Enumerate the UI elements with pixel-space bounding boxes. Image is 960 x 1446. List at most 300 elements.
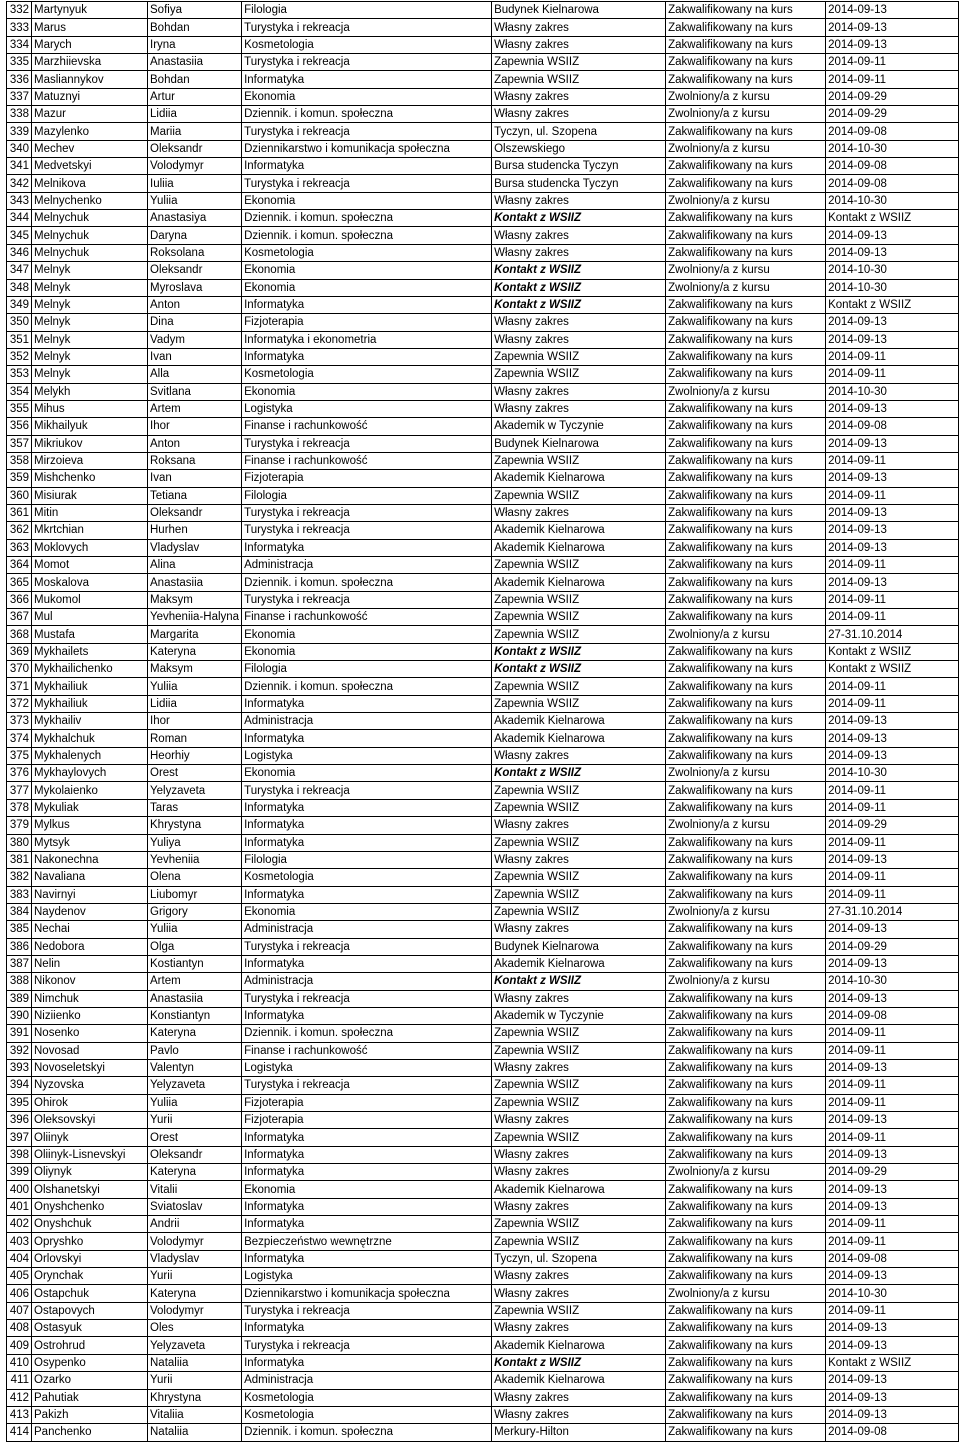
cell-field-of-study: Kosmetologia: [242, 244, 492, 261]
table-row: [7, 1250, 959, 1267]
cell-field-of-study: Logistyka: [242, 400, 492, 417]
cell-first-name: Ihor: [148, 418, 242, 435]
table-row: [7, 1233, 959, 1250]
cell-date: 2014-09-11: [826, 695, 959, 712]
cell-field-of-study: Informatyka: [242, 1320, 492, 1337]
table-row: [7, 88, 959, 105]
cell-row-number: 335: [7, 54, 32, 71]
cell-row-number: 379: [7, 817, 32, 834]
cell-accommodation: Akademik Kielnarowa: [492, 539, 666, 556]
cell-last-name: Olshanetskyi: [32, 1181, 148, 1198]
cell-row-number: 377: [7, 782, 32, 799]
cell-first-name: Anastasiia: [148, 54, 242, 71]
cell-last-name: Mykhailiuk: [32, 678, 148, 695]
cell-last-name: Melnyk: [32, 314, 148, 331]
cell-first-name: Volodymyr: [148, 1233, 242, 1250]
table-row: [7, 452, 959, 469]
cell-date: 2014-09-13: [826, 713, 959, 730]
cell-first-name: Anton: [148, 296, 242, 313]
cell-field-of-study: Finanse i rachunkowość: [242, 452, 492, 469]
cell-field-of-study: Filologia: [242, 487, 492, 504]
cell-first-name: Kateryna: [148, 643, 242, 660]
cell-row-number: 346: [7, 244, 32, 261]
cell-date: 2014-09-08: [826, 418, 959, 435]
cell-row-number: 353: [7, 366, 32, 383]
cell-status: Zakwalifikowany na kurs: [666, 1389, 826, 1406]
cell-date: Kontakt z WSIIZ: [826, 210, 959, 227]
cell-row-number: 384: [7, 903, 32, 920]
cell-row-number: 400: [7, 1181, 32, 1198]
cell-last-name: Mkrtchian: [32, 522, 148, 539]
cell-last-name: Osypenko: [32, 1354, 148, 1371]
cell-first-name: Yelyzaveta: [148, 782, 242, 799]
cell-date: 2014-09-11: [826, 1233, 959, 1250]
cell-row-number: 358: [7, 452, 32, 469]
table-row: [7, 765, 959, 782]
table-row: [7, 1389, 959, 1406]
table-row: [7, 747, 959, 764]
cell-field-of-study: Turystyka i rekreacja: [242, 522, 492, 539]
cell-date: Kontakt z WSIIZ: [826, 296, 959, 313]
cell-last-name: Mechev: [32, 140, 148, 157]
cell-status: Zakwalifikowany na kurs: [666, 1216, 826, 1233]
cell-field-of-study: Turystyka i rekreacja: [242, 1337, 492, 1354]
cell-last-name: Mitin: [32, 504, 148, 521]
cell-status: Zakwalifikowany na kurs: [666, 435, 826, 452]
cell-accommodation: Kontakt z WSIIZ: [492, 262, 666, 279]
cell-last-name: Nedobora: [32, 938, 148, 955]
cell-accommodation: Własny zakres: [492, 921, 666, 938]
cell-last-name: Nakonechna: [32, 851, 148, 868]
cell-field-of-study: Turystyka i rekreacja: [242, 782, 492, 799]
cell-accommodation: Budynek Kielnarowa: [492, 938, 666, 955]
cell-date: 2014-09-08: [826, 1424, 959, 1441]
cell-field-of-study: Filologia: [242, 2, 492, 19]
cell-status: Zakwalifikowany na kurs: [666, 123, 826, 140]
cell-first-name: Dina: [148, 314, 242, 331]
cell-status: Zakwalifikowany na kurs: [666, 1059, 826, 1076]
cell-date: 2014-09-13: [826, 1320, 959, 1337]
cell-first-name: Kateryna: [148, 1164, 242, 1181]
cell-accommodation: Akademik Kielnarowa: [492, 1337, 666, 1354]
cell-row-number: 338: [7, 106, 32, 123]
cell-last-name: Novoseletskyi: [32, 1059, 148, 1076]
cell-date: 2014-09-13: [826, 921, 959, 938]
cell-first-name: Vladyslav: [148, 539, 242, 556]
cell-status: Zakwalifikowany na kurs: [666, 1025, 826, 1042]
table-row: [7, 522, 959, 539]
table-row: [7, 834, 959, 851]
cell-date: 2014-10-30: [826, 383, 959, 400]
cell-accommodation: Własny zakres: [492, 400, 666, 417]
cell-field-of-study: Turystyka i rekreacja: [242, 435, 492, 452]
table-row: [7, 1320, 959, 1337]
cell-row-number: 334: [7, 36, 32, 53]
cell-field-of-study: Kosmetologia: [242, 1389, 492, 1406]
cell-status: Zakwalifikowany na kurs: [666, 1354, 826, 1371]
cell-first-name: Volodymyr: [148, 158, 242, 175]
cell-date: 2014-09-13: [826, 2, 959, 19]
cell-date: 2014-09-13: [826, 539, 959, 556]
cell-last-name: Pakizh: [32, 1406, 148, 1423]
cell-accommodation: Własny zakres: [492, 1320, 666, 1337]
cell-accommodation: Zapewnia WSIIZ: [492, 54, 666, 71]
cell-row-number: 398: [7, 1146, 32, 1163]
cell-row-number: 362: [7, 522, 32, 539]
cell-last-name: Mytsyk: [32, 834, 148, 851]
cell-accommodation: Własny zakres: [492, 192, 666, 209]
table-row: [7, 1268, 959, 1285]
cell-date: 2014-09-13: [826, 1198, 959, 1215]
cell-status: Zakwalifikowany na kurs: [666, 314, 826, 331]
cell-last-name: Masliannykov: [32, 71, 148, 88]
table-row: [7, 383, 959, 400]
cell-last-name: Ostapovych: [32, 1302, 148, 1319]
table-row: [7, 19, 959, 36]
cell-status: Zakwalifikowany na kurs: [666, 851, 826, 868]
cell-accommodation: Własny zakres: [492, 19, 666, 36]
cell-status: Zakwalifikowany na kurs: [666, 799, 826, 816]
cell-field-of-study: Fizjoterapia: [242, 314, 492, 331]
cell-first-name: Kateryna: [148, 1025, 242, 1042]
cell-first-name: Oles: [148, 1320, 242, 1337]
cell-accommodation: Akademik Kielnarowa: [492, 1372, 666, 1389]
table-row: [7, 695, 959, 712]
cell-last-name: Orynchak: [32, 1268, 148, 1285]
cell-first-name: Artem: [148, 400, 242, 417]
cell-last-name: Mykhailets: [32, 643, 148, 660]
cell-accommodation: Akademik w Tyczynie: [492, 418, 666, 435]
cell-status: Zakwalifikowany na kurs: [666, 591, 826, 608]
cell-row-number: 356: [7, 418, 32, 435]
cell-first-name: Yuliia: [148, 1094, 242, 1111]
cell-status: Zwolniony/a z kursu: [666, 817, 826, 834]
cell-last-name: Nikonov: [32, 973, 148, 990]
cell-row-number: 414: [7, 1424, 32, 1441]
cell-first-name: Daryna: [148, 227, 242, 244]
cell-status: Zwolniony/a z kursu: [666, 140, 826, 157]
cell-last-name: Melnyk: [32, 331, 148, 348]
cell-accommodation: Akademik Kielnarowa: [492, 955, 666, 972]
cell-first-name: Vadym: [148, 331, 242, 348]
cell-row-number: 407: [7, 1302, 32, 1319]
cell-date: 2014-09-11: [826, 1025, 959, 1042]
cell-status: Zakwalifikowany na kurs: [666, 418, 826, 435]
cell-accommodation: Własny zakres: [492, 851, 666, 868]
cell-status: Zakwalifikowany na kurs: [666, 36, 826, 53]
cell-last-name: Oliinyk: [32, 1129, 148, 1146]
cell-accommodation: Własny zakres: [492, 383, 666, 400]
cell-status: Zakwalifikowany na kurs: [666, 938, 826, 955]
cell-field-of-study: Finanse i rachunkowość: [242, 1042, 492, 1059]
cell-status: Zakwalifikowany na kurs: [666, 348, 826, 365]
cell-status: Zakwalifikowany na kurs: [666, 1146, 826, 1163]
table-row: [7, 1146, 959, 1163]
cell-status: Zwolniony/a z kursu: [666, 903, 826, 920]
table-row: [7, 539, 959, 556]
cell-date: Kontakt z WSIIZ: [826, 661, 959, 678]
cell-first-name: Maksym: [148, 661, 242, 678]
cell-field-of-study: Turystyka i rekreacja: [242, 54, 492, 71]
cell-first-name: Oleksandr: [148, 262, 242, 279]
cell-status: Zakwalifikowany na kurs: [666, 244, 826, 261]
cell-row-number: 366: [7, 591, 32, 608]
cell-field-of-study: Informatyka: [242, 1146, 492, 1163]
cell-first-name: Ihor: [148, 713, 242, 730]
cell-first-name: Oleksandr: [148, 504, 242, 521]
cell-field-of-study: Dziennik. i komun. społeczna: [242, 227, 492, 244]
cell-accommodation: Zapewnia WSIIZ: [492, 626, 666, 643]
cell-field-of-study: Turystyka i rekreacja: [242, 175, 492, 192]
cell-last-name: Mykhaylovych: [32, 765, 148, 782]
cell-first-name: Anastasiya: [148, 210, 242, 227]
cell-field-of-study: Ekonomia: [242, 626, 492, 643]
cell-status: Zakwalifikowany na kurs: [666, 210, 826, 227]
cell-status: Zwolniony/a z kursu: [666, 279, 826, 296]
table-row: [7, 487, 959, 504]
cell-date: 2014-10-30: [826, 262, 959, 279]
cell-accommodation: Bursa studencka Tyczyn: [492, 175, 666, 192]
cell-date: 2014-09-11: [826, 591, 959, 608]
cell-row-number: 412: [7, 1389, 32, 1406]
cell-date: 2014-09-08: [826, 158, 959, 175]
cell-accommodation: Kontakt z WSIIZ: [492, 210, 666, 227]
table-row: [7, 1077, 959, 1094]
cell-field-of-study: Informatyka: [242, 158, 492, 175]
cell-first-name: Grigory: [148, 903, 242, 920]
cell-field-of-study: Administracja: [242, 973, 492, 990]
cell-accommodation: Akademik w Tyczynie: [492, 1007, 666, 1024]
cell-last-name: Misiurak: [32, 487, 148, 504]
cell-first-name: Heorhiy: [148, 747, 242, 764]
cell-accommodation: Własny zakres: [492, 1198, 666, 1215]
cell-date: 2014-09-11: [826, 678, 959, 695]
cell-field-of-study: Fizjoterapia: [242, 470, 492, 487]
cell-row-number: 373: [7, 713, 32, 730]
cell-field-of-study: Informatyka: [242, 1007, 492, 1024]
cell-status: Zakwalifikowany na kurs: [666, 54, 826, 71]
cell-date: 2014-09-11: [826, 1216, 959, 1233]
table-row: [7, 643, 959, 660]
cell-date: 2014-09-11: [826, 348, 959, 365]
cell-row-number: 371: [7, 678, 32, 695]
cell-accommodation: Kontakt z WSIIZ: [492, 296, 666, 313]
table-row: [7, 1337, 959, 1354]
cell-date: 2014-09-13: [826, 747, 959, 764]
cell-last-name: Mustafa: [32, 626, 148, 643]
cell-row-number: 361: [7, 504, 32, 521]
cell-first-name: Olena: [148, 869, 242, 886]
cell-field-of-study: Dziennikarstwo i komunikacja społeczna: [242, 140, 492, 157]
table-row: [7, 244, 959, 261]
cell-status: Zwolniony/a z kursu: [666, 626, 826, 643]
cell-field-of-study: Finanse i rachunkowość: [242, 609, 492, 626]
cell-last-name: Martynyuk: [32, 2, 148, 19]
cell-accommodation: Własny zakres: [492, 1268, 666, 1285]
table-row: [7, 1198, 959, 1215]
table-row: [7, 227, 959, 244]
table-row: [7, 71, 959, 88]
cell-last-name: Melnikova: [32, 175, 148, 192]
cell-row-number: 378: [7, 799, 32, 816]
cell-field-of-study: Informatyka: [242, 348, 492, 365]
cell-accommodation: Merkury-Hilton: [492, 1424, 666, 1441]
cell-last-name: Nimchuk: [32, 990, 148, 1007]
cell-row-number: 413: [7, 1406, 32, 1423]
cell-date: 2014-09-13: [826, 851, 959, 868]
table-row: [7, 1129, 959, 1146]
table-row: [7, 938, 959, 955]
cell-accommodation: Akademik Kielnarowa: [492, 730, 666, 747]
cell-first-name: Roman: [148, 730, 242, 747]
cell-last-name: Novosad: [32, 1042, 148, 1059]
cell-row-number: 390: [7, 1007, 32, 1024]
cell-accommodation: Akademik Kielnarowa: [492, 470, 666, 487]
cell-row-number: 374: [7, 730, 32, 747]
cell-last-name: Nosenko: [32, 1025, 148, 1042]
cell-row-number: 405: [7, 1268, 32, 1285]
cell-row-number: 381: [7, 851, 32, 868]
cell-row-number: 396: [7, 1112, 32, 1129]
cell-first-name: Yevheniia: [148, 851, 242, 868]
table-row: [7, 799, 959, 816]
cell-first-name: Anastasiia: [148, 990, 242, 1007]
cell-accommodation: Własny zakres: [492, 1285, 666, 1302]
cell-row-number: 389: [7, 990, 32, 1007]
cell-status: Zakwalifikowany na kurs: [666, 19, 826, 36]
cell-field-of-study: Dziennik. i komun. społeczna: [242, 1424, 492, 1441]
cell-date: 2014-09-13: [826, 1337, 959, 1354]
cell-first-name: Myroslava: [148, 279, 242, 296]
cell-field-of-study: Informatyka: [242, 886, 492, 903]
table-row: [7, 331, 959, 348]
cell-row-number: 344: [7, 210, 32, 227]
cell-first-name: Yuliia: [148, 921, 242, 938]
cell-accommodation: Zapewnia WSIIZ: [492, 1025, 666, 1042]
table-row: [7, 348, 959, 365]
cell-field-of-study: Logistyka: [242, 747, 492, 764]
cell-last-name: Melnyk: [32, 262, 148, 279]
cell-last-name: Ostasyuk: [32, 1320, 148, 1337]
cell-status: Zakwalifikowany na kurs: [666, 522, 826, 539]
cell-status: Zakwalifikowany na kurs: [666, 921, 826, 938]
cell-status: Zwolniony/a z kursu: [666, 1164, 826, 1181]
cell-first-name: Sviatoslav: [148, 1198, 242, 1215]
table-row: [7, 1424, 959, 1441]
cell-first-name: Bohdan: [148, 19, 242, 36]
cell-field-of-study: Informatyka: [242, 296, 492, 313]
cell-row-number: 336: [7, 71, 32, 88]
cell-last-name: Mykhailiv: [32, 713, 148, 730]
cell-date: 2014-09-11: [826, 886, 959, 903]
table-row: [7, 990, 959, 1007]
cell-accommodation: Własny zakres: [492, 244, 666, 261]
cell-field-of-study: Kosmetologia: [242, 36, 492, 53]
table-row: [7, 1406, 959, 1423]
cell-accommodation: Zapewnia WSIIZ: [492, 1302, 666, 1319]
cell-accommodation: Akademik Kielnarowa: [492, 713, 666, 730]
table-row: [7, 973, 959, 990]
cell-last-name: Oleksovskyi: [32, 1112, 148, 1129]
cell-last-name: Mykhailichenko: [32, 661, 148, 678]
cell-field-of-study: Informatyka: [242, 730, 492, 747]
cell-accommodation: Zapewnia WSIIZ: [492, 782, 666, 799]
cell-date: 2014-09-11: [826, 1094, 959, 1111]
cell-date: 2014-09-13: [826, 730, 959, 747]
cell-field-of-study: Turystyka i rekreacja: [242, 591, 492, 608]
cell-accommodation: Własny zakres: [492, 88, 666, 105]
cell-first-name: Nataliia: [148, 1424, 242, 1441]
table-row: [7, 123, 959, 140]
cell-last-name: Medvetskyi: [32, 158, 148, 175]
cell-status: Zwolniony/a z kursu: [666, 88, 826, 105]
cell-accommodation: Własny zakres: [492, 314, 666, 331]
cell-date: 2014-09-11: [826, 487, 959, 504]
cell-field-of-study: Logistyka: [242, 1268, 492, 1285]
cell-field-of-study: Turystyka i rekreacja: [242, 504, 492, 521]
cell-last-name: Melnyk: [32, 296, 148, 313]
cell-row-number: 352: [7, 348, 32, 365]
cell-accommodation: Zapewnia WSIIZ: [492, 591, 666, 608]
cell-row-number: 341: [7, 158, 32, 175]
cell-last-name: Matuznyi: [32, 88, 148, 105]
cell-accommodation: Własny zakres: [492, 1389, 666, 1406]
cell-date: 2014-10-30: [826, 973, 959, 990]
cell-accommodation: Własny zakres: [492, 747, 666, 764]
cell-status: Zakwalifikowany na kurs: [666, 487, 826, 504]
cell-accommodation: Zapewnia WSIIZ: [492, 678, 666, 695]
cell-accommodation: Akademik Kielnarowa: [492, 522, 666, 539]
cell-first-name: Vladyslav: [148, 1250, 242, 1267]
cell-last-name: Melnychuk: [32, 210, 148, 227]
cell-accommodation: Kontakt z WSIIZ: [492, 661, 666, 678]
cell-first-name: Sofiya: [148, 2, 242, 19]
cell-field-of-study: Informatyka: [242, 1129, 492, 1146]
cell-accommodation: Zapewnia WSIIZ: [492, 609, 666, 626]
cell-field-of-study: Informatyka i ekonometria: [242, 331, 492, 348]
cell-date: 2014-09-13: [826, 990, 959, 1007]
cell-date: 2014-09-13: [826, 244, 959, 261]
cell-field-of-study: Administracja: [242, 713, 492, 730]
cell-accommodation: Własny zakres: [492, 1406, 666, 1423]
cell-first-name: Khrystyna: [148, 817, 242, 834]
table-row: [7, 2, 959, 19]
cell-field-of-study: Dziennik. i komun. społeczna: [242, 678, 492, 695]
cell-field-of-study: Fizjoterapia: [242, 1094, 492, 1111]
cell-field-of-study: Informatyka: [242, 1216, 492, 1233]
cell-last-name: Navaliana: [32, 869, 148, 886]
table-row: [7, 366, 959, 383]
cell-date: 2014-09-11: [826, 1302, 959, 1319]
cell-field-of-study: Filologia: [242, 661, 492, 678]
cell-first-name: Orest: [148, 765, 242, 782]
table-row: [7, 869, 959, 886]
cell-first-name: Valentyn: [148, 1059, 242, 1076]
cell-first-name: Nataliia: [148, 1354, 242, 1371]
cell-status: Zakwalifikowany na kurs: [666, 1250, 826, 1267]
cell-last-name: Momot: [32, 557, 148, 574]
cell-first-name: Oleksandr: [148, 140, 242, 157]
table-row: [7, 435, 959, 452]
cell-field-of-study: Dziennik. i komun. społeczna: [242, 210, 492, 227]
cell-status: Zakwalifikowany na kurs: [666, 955, 826, 972]
cell-accommodation: Własny zakres: [492, 1059, 666, 1076]
cell-accommodation: Zapewnia WSIIZ: [492, 366, 666, 383]
cell-first-name: Margarita: [148, 626, 242, 643]
cell-date: 2014-09-13: [826, 19, 959, 36]
cell-field-of-study: Informatyka: [242, 1164, 492, 1181]
table-row: [7, 1181, 959, 1198]
